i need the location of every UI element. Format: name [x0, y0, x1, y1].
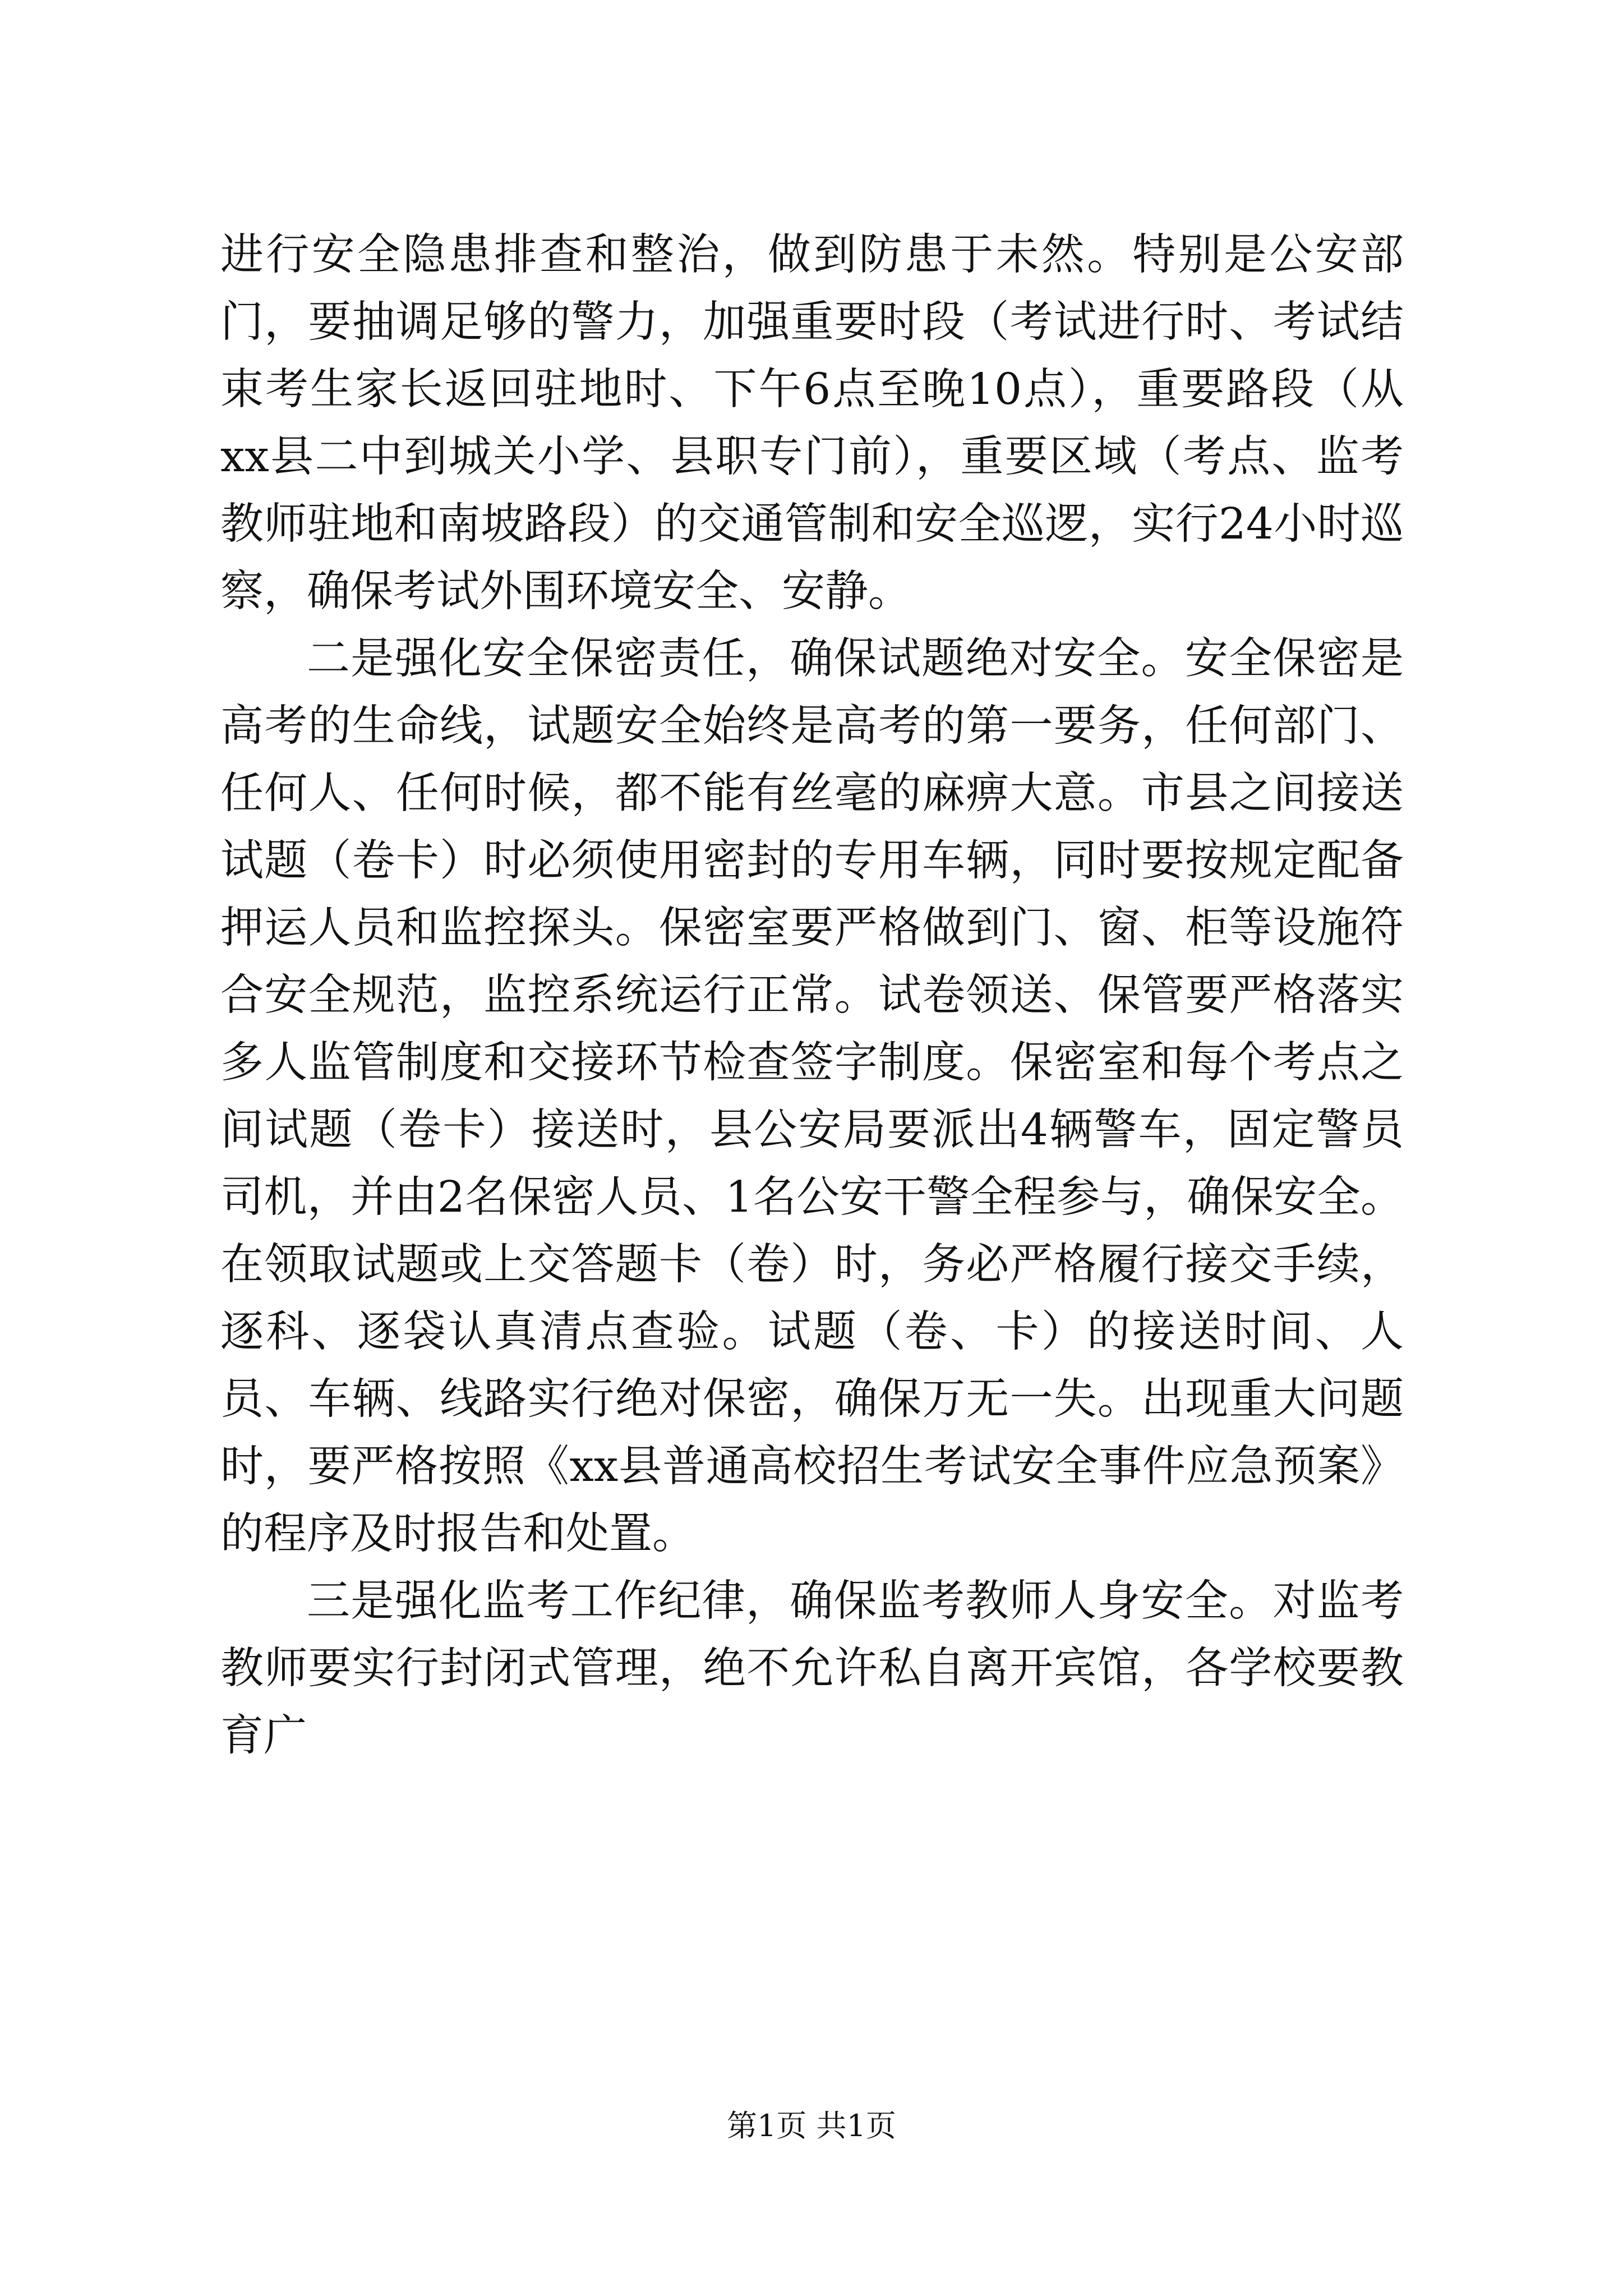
paragraph-security-confidentiality: 二是强化安全保密责任，确保试题绝对安全。安全保密是高考的生命线，试题安全始终是高考的第一要务，任何部门、任何人、任何时候，都不能有丝毫的麻痹大意。市县之间接送试题（卷卡）时必须使用密封的专用车辆，同时要按规定配备押运人员和监控探头。保密室要严格做到门、窗、柜等设施符合安全规范，监控系统运行正常。试卷领送、保管要严格落实多人监管制度和交接环节检查签字制度。保密室和每个考点之间试题（卷卡）接送时，县公安局要派出4辆警车，固定警员司机，并由2名保密人员、1名公安干警全程参与，确保安全。在领取试题或上交答题卡（卷）时，务必严格履行接交手续，逐科、逐袋认真清点查验。试题（卷、卡）的接送时间、人员、车辆、线路实行绝对保密，确保万无一失。出现重大问题时，要严格按照《xx县普通高校招生考试安全事件应急预案》的程序及时报告和处置。 [220, 634, 1404, 1559]
paragraph-invigilation-discipline: 三是强化监考工作纪律，确保监考教师人身安全。对监考教师要实行封闭式管理，绝不允许私自离开宾馆，各学校要教育广 [220, 1576, 1404, 1761]
document-body [220, 222, 1404, 1770]
page-footer: 第1页 共1页 [727, 2108, 896, 2143]
paragraph-continuation: 进行安全隐患排查和整治，做到防患于未然。特别是公安部门，要抽调足够的警力，加强重要时段（考试进行时、考试结束考生家长返回驻地时、下午6点至晚10点），重要路段（从xx县二中到城关小学、县职专门前），重要区域（考点、监考教师驻地和南坡路段）的交通管制和安全巡逻，实行24小时巡察，确保考试外围环境安全、安静。 [220, 230, 1404, 616]
